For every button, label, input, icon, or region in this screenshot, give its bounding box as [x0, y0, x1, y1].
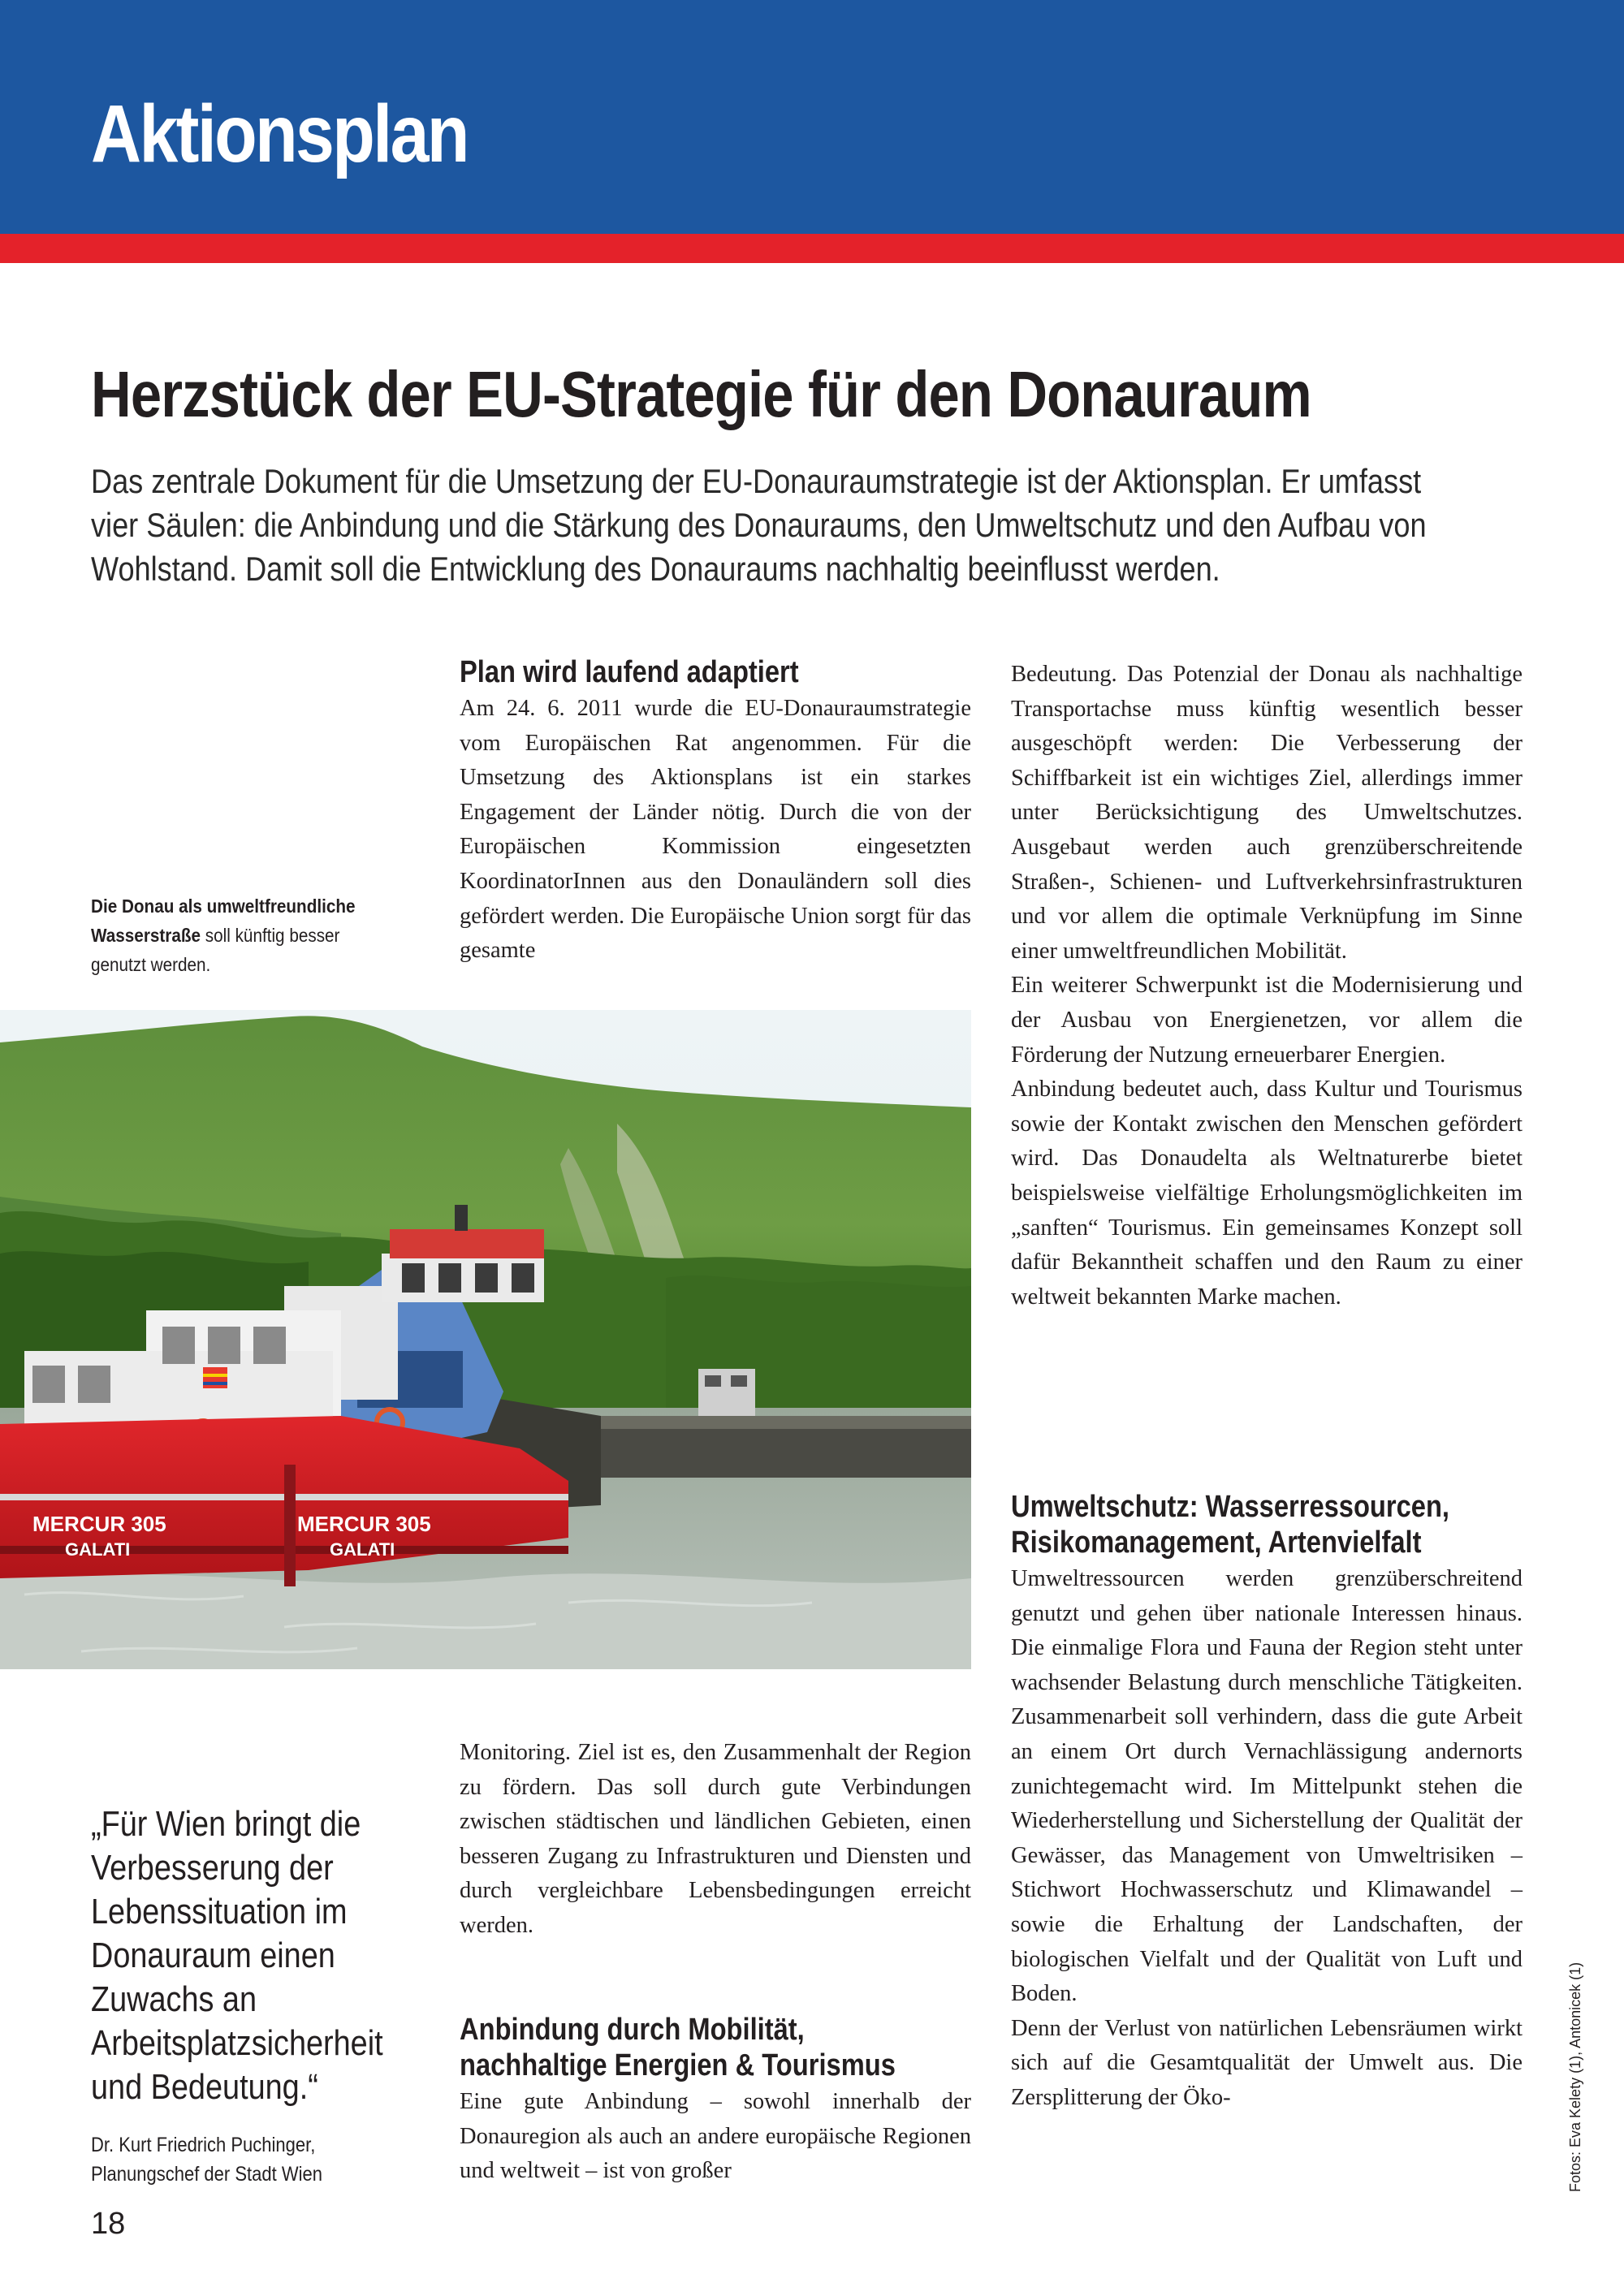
anbindung-heading [460, 2012, 896, 2083]
column-right [1011, 658, 1522, 1314]
umwelt-heading [1011, 1489, 1449, 1560]
ship-name-right: MERCUR 305 [297, 1512, 431, 1536]
caption-bold: Die Donau als umweltfreundliche Wasserstraße [91, 896, 356, 946]
quote-author-role: Planungschef der Stadt Wien [91, 2163, 322, 2186]
right-paragraph: Anbindung bedeutet auch, dass Kultur und Tourismus sowie der Kontakt zwischen den Menschen gefördert wird. Das Donaudelta als Weltnaturerbe bietet beispielsweise vielfältige Erholungsmöglichkeiten im „sanften“ Tourismus. Ein gemeinsames Konzept soll dafür Bekanntheit schaffen und den Raum zu einer weltweit bekannten Marke machen. [1011, 1077, 1522, 1310]
danube-ship-photo [0, 1010, 971, 1669]
anbindung-heading-line: Anbindung durch Mobilität, [460, 2013, 805, 2047]
quote-author-name: Dr. Kurt Friedrich Puchinger, [91, 2134, 316, 2156]
intro-line: Das zentrale Dokument für die Umsetzung der EU-Donauraumstrategie ist der Aktionsplan. Er umfasst [91, 462, 1422, 500]
umwelt-heading-line: Risikomanagement, Artenvielfalt [1011, 1526, 1422, 1560]
page-number: 18 [91, 2207, 126, 2241]
photo-credits: Fotos: Eva Kelety (1), Antonicek (1) [1567, 1962, 1583, 2192]
ship-port-left: GALATI [65, 1539, 131, 1560]
quote-author [91, 2130, 377, 2189]
umwelt-paragraph: Umweltressourcen werden grenzüberschreitend genutzt und gehen über nationale Interessen hinaus. Die einmalige Flora und Fauna der Region steht unter wachsender Belastung durch menschliche Tätigkeiten. Zusammenarbeit soll verhindern, dass die gute Arbeit an einem Ort durch Vernachlässigung andernorts zunichtegemacht wird. Im Mittelpunkt stehen die Wiederherstellung und Sicherstellung der Qualität der Gewässer, das Management von Umweltrisiken – Stichwort Hochwasserschutz und Klimawandel – sowie die Erhaltung der Landschaften, der biologischen Vielfalt und der Qualität von Luft und Boden. [1011, 1566, 1522, 2007]
caption-rest: soll künftig besser genutzt werden. [91, 925, 340, 975]
intro-line: vier Säulen: die Anbindung und die Stärkung des Donauraums, den Umweltschutz und den Aufbau von [91, 506, 1427, 544]
article-intro [91, 460, 1522, 591]
article-title: Herzstück der EU-Strategie für den Donauraum [91, 358, 1311, 430]
umwelt-heading-line: Umweltschutz: Wasserressourcen, [1011, 1490, 1450, 1524]
ship-port-right: GALATI [330, 1539, 395, 1560]
photo-caption [91, 891, 376, 979]
right-paragraph: Ein weiterer Schwerpunkt ist die Modernisierung und der Ausbau von Energienetzen, vor allem die Förderung der Nutzung erneuerbarer Energien. [1011, 973, 1522, 1068]
column-middle-anbindung [460, 2085, 971, 2189]
column-middle-bottom [460, 1736, 971, 1944]
umwelt-paragraph: Denn der Verlust von natürlichen Lebensräumen wirkt sich auf die Gesamtqualität der Umwelt aus. Die Zersplitterung der Öko- [1011, 2015, 1522, 2110]
header-red-stripe [0, 234, 1624, 263]
plan-paragraph-continued: Monitoring. Ziel ist es, den Zusammenhalt der Region zu fördern. Das soll durch gute Verbindungen zwischen städtischen und ländlichen Gebieten, einen besseren Zugang zu Infrastrukturen und Diensten und durch vergleichbare Lebensbedingungen erreicht werden. [460, 1740, 971, 1938]
ship-name-left: MERCUR 305 [32, 1512, 166, 1536]
right-paragraph: Bedeutung. Das Potenzial der Donau als nachhaltige Transportachse muss künftig wesentlich besser ausgeschöpft werden: Die Verbesserung der Schiffbarkeit ist ein wichtiges Ziel, allerdings immer unter Berücksichtigung des Umweltschutzes. Ausgebaut werden auch grenzüberschreitende Straßen-, Schienen- und Luftverkehrsinfrastrukturen und vor allem die optimale Verknüpfung im Sinne einer umweltfreundlichen Mobilität. [1011, 662, 1522, 964]
column-middle-top [460, 692, 971, 969]
anbindung-heading-line: nachhaltige Energien & Tourismus [460, 2048, 896, 2082]
section-title: Aktionsplan [91, 88, 468, 179]
column-right-umwelt [1011, 1562, 1522, 2116]
intro-line: Wohlstand. Damit soll die Entwicklung des Donauraums nachhaltig beeinflusst werden. [91, 550, 1220, 588]
plan-heading: Plan wird laufend adaptiert [460, 655, 799, 689]
anbindung-paragraph: Eine gute Anbindung – sowohl innerhalb der Donauregion als auch an andere europäische Regionen und weltweit – ist von großer [460, 2089, 971, 2184]
pull-quote: „Für Wien bringt die Verbesserung der Lebenssituation im Donauraum einen Zuwachs an Arbeitsplatzsicherheit und Bedeutung.“ [91, 1804, 383, 2107]
plan-paragraph: Am 24. 6. 2011 wurde die EU-Donauraumstrategie vom Europäischen Rat angenommen. Für die Umsetzung des Aktionsplans ist ein starkes Engagement der Länder nötig. Durch die von der Europäischen Kommission eingesetzten KoordinatorInnen aus den Donauländern soll dies gefördert werden. Die Europäische Union sorgt für das gesamte [460, 696, 971, 964]
